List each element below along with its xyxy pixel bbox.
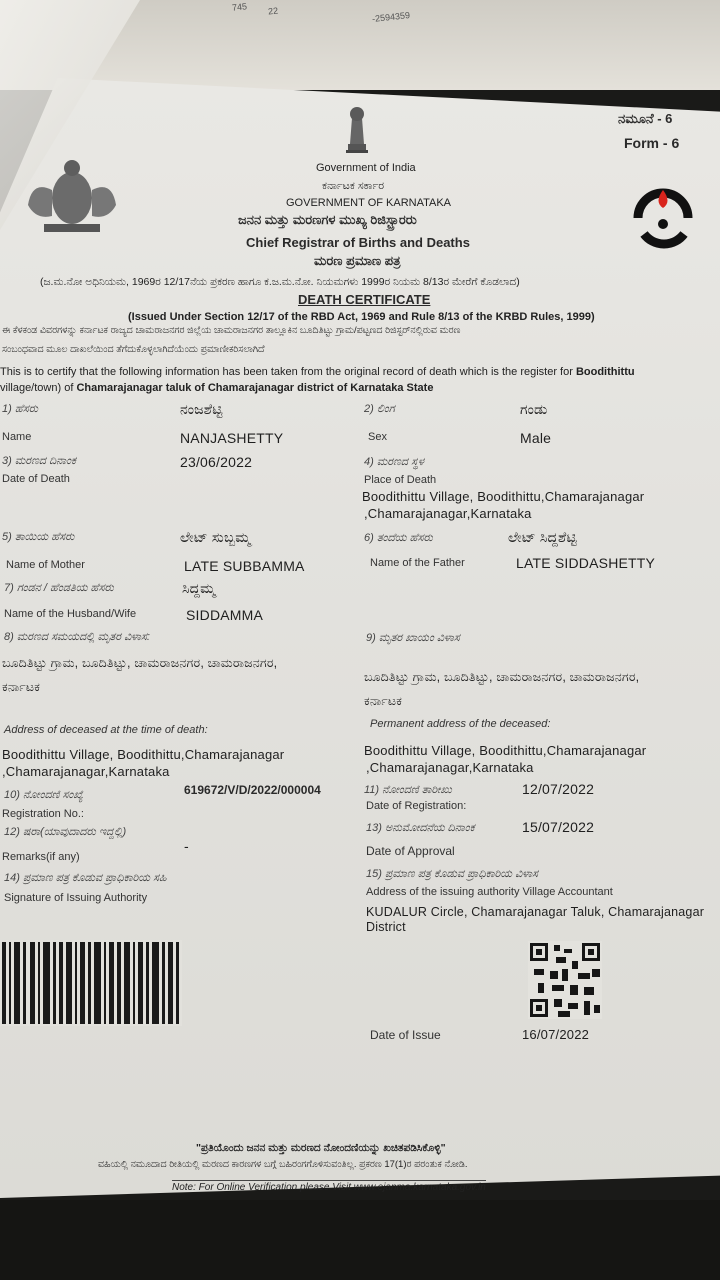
issued-under: (Issued Under Section 12/17 of the RBD Act, 1969 and Rule 8/13 of the KRBD Rules, 1999)	[128, 311, 595, 323]
sign-label: Signature of Issuing Authority	[4, 892, 148, 904]
approval-value: 15/07/2022	[522, 819, 595, 835]
act-text-kn: (ಜ.ಮ.ನೋ ಅಧಿನಿಯಮ, 1969ರ 12/17ನೆಯ ಪ್ರಕರಣ ಹಾಗೂ ಕ.ಜ.ಮ.ನೋ. ನಿಯಮಗಳು 1999ರ ನಿಯಮ 8/13ರ ಮೇರೆಗೆ ಕೊಡಲಾದ)	[40, 276, 520, 288]
footer-slogan-kn: "ಪ್ರತಿಯೊಂದು ಜನನ ಮತ್ತು ಮರಣದ ನೋಂದಣಿಯನ್ನು ಖಚಿತಪಡಿಸಿಕೊಳ್ಳಿ"	[196, 1142, 446, 1154]
footer-note-kn: ವಹಿಯಲ್ಲಿ ನಮೂದಾದ ರೀತಿಯಲ್ಲಿ ಮರಣದ ಕಾರಣಗಳ ಬಗ್ಗೆ ಬಹಿರಂಗಗೊಳಿಸುವಂತಿಲ್ಲ. ಪ್ರಕರಣ 17(1)ರ ಪರಂತುಕ ನೋಡಿ.	[98, 1159, 468, 1170]
name-kn-label: 1) ಹೆಸರು	[2, 403, 39, 415]
father-value: LATE SIDDASHETTY	[516, 555, 656, 571]
form-number-kn: ನಮೂನೆ - 6	[618, 111, 673, 126]
pod-value-1: Boodithittu Village, Boodithittu,Chamarajanagar	[362, 489, 645, 504]
perm-kn-value-2: ಕರ್ನಾಟಕ	[364, 694, 403, 708]
footer-verification-note: Note: For Online Verification please Visit www.ejanma.karnataka.gov.in	[172, 1182, 486, 1193]
karnataka-emblem-icon	[22, 150, 122, 240]
perm-kn-label: 9) ಮೃತರ ಖಾಯಂ ವಿಳಾಸ	[366, 632, 460, 644]
perm-kn-value-1: ಬೂದಿತಿಟ್ಟು ಗ್ರಾಮ, ಬೂದಿತಿಟ್ಟು, ಚಾಮರಾಜನಗರ, ಚಾಮರಾಜನಗರ,	[364, 670, 640, 684]
mother-kn-label: 5) ತಾಯಿಯ ಹೆಸರು	[2, 531, 75, 543]
mother-label: Name of Mother	[6, 559, 85, 571]
spouse-value: SIDDAMMA	[186, 607, 264, 623]
gov-india: Government of India	[316, 162, 416, 174]
pod-kn-label: 4) ಮರಣದ ಸ್ಥಳ	[364, 456, 425, 468]
registrar-en: Chief Registrar of Births and Deaths	[246, 235, 470, 250]
pod-label: Place of Death	[364, 474, 437, 486]
registrar-kn: ಜನನ ಮತ್ತು ಮರಣಗಳ ಮುಖ್ಯ ರಿಜಿಸ್ಟ್ರಾರರು	[238, 212, 417, 227]
regno-kn-label: 10) ನೋಂದಣಿ ಸಂಖ್ಯೆ	[4, 789, 84, 801]
mother-value: LATE SUBBAMMA	[184, 558, 305, 574]
spouse-label: Name of the Husband/Wife	[4, 608, 137, 620]
remarks-label: Remarks(if any)	[2, 851, 80, 863]
authaddr-label: Address of the issuing authority Village Accountant	[366, 886, 613, 898]
name-value: NANJASHETTY	[180, 430, 284, 446]
intro-en-2: village/town) of Chamarajanagar taluk of Chamarajanagar district of Karnataka State	[0, 382, 434, 394]
remarks-kn-label: 12) ಷರಾ(ಯಾವುದಾದರು ಇದ್ದಲ್ಲಿ)	[4, 826, 127, 838]
sex-value: Male	[520, 430, 552, 446]
dod-value: 23/06/2022	[180, 454, 253, 470]
spouse-kn-value: ಸಿದ್ದಮ್ಮ	[182, 580, 216, 596]
regdate-value: 12/07/2022	[522, 781, 595, 797]
intro-kn-1: ಈ ಕೆಳಕಂಡ ವಿವರಗಳನ್ನು ಕರ್ನಾಟಕ ರಾಜ್ಯದ ಚಾಮರಾಜನಗರ ಜಿಲ್ಲೆಯ ಚಾಮರಾಜನಗರ ತಾಲ್ಲೂಕಿನ ಬೂದಿತಿಟ್ಟು ಗ್ರಾಮ/ಪಟ್ಟಣದ ರಿಜಿಸ್ಟರ್‌ನಲ್ಲಿರುವ ಮರಣ	[2, 325, 461, 336]
regdate-label: Date of Registration:	[366, 800, 467, 812]
remarks-value: -	[184, 838, 189, 854]
regno-label: Registration No.:	[2, 808, 84, 820]
sex-kn-value: ಗಂಡು	[520, 401, 548, 417]
regdate-kn-label: 11) ನೋಂದಣಿ ತಾರೀಖು	[364, 784, 452, 796]
gov-kn: ಕರ್ನಾಟಕ ಸರ್ಕಾರ	[322, 180, 385, 192]
intro-kn-2: ಸಂಬಂಧವಾದ ಮೂಲ ದಾಖಲೆಯಿಂದ ತೆಗೆದುಕೊಳ್ಳಲಾಗಿದೆಯೆಂದು ಪ್ರಮಾಣೀಕರಿಸಲಾಗಿದೆ	[2, 344, 265, 355]
authaddr-value-1: KUDALUR Circle, Chamarajanagar Taluk, Chamarajanagar	[366, 905, 705, 919]
ashoka-emblem-icon	[340, 100, 374, 158]
father-kn-label: 6) ತಂದೆಯ ಹೆಸರು	[364, 532, 433, 544]
cert-title-kn: ಮರಣ ಪ್ರಮಾಣ ಪತ್ರ	[314, 253, 401, 268]
addr-label: Address of deceased at the time of death:	[4, 724, 208, 736]
perm-value-2: ,Chamarajanagar,Karnataka	[366, 760, 534, 775]
dod-label: Date of Death	[2, 473, 70, 485]
issue-value: 16/07/2022	[522, 1027, 590, 1042]
addr-value-2: ,Chamarajanagar,Karnataka	[2, 764, 170, 779]
addr-kn-value-2: ಕರ್ನಾಟಕ	[2, 680, 41, 694]
addr-kn-label: 8) ಮರಣದ ಸಮಯದಲ್ಲಿ ಮೃತರ ವಿಳಾಸ:	[4, 631, 150, 643]
sex-label: Sex	[368, 431, 387, 443]
name-label: Name	[2, 431, 32, 443]
approval-label: Date of Approval	[366, 844, 455, 858]
approval-kn-label: 13) ಅನುಮೋದನೆಯ ದಿನಾಂಕ	[366, 822, 475, 834]
scrap-text: 745	[231, 1, 248, 13]
regno-value: 619672/V/D/2022/000004	[184, 783, 321, 797]
father-kn-value: ಲೇಟ್ ಸಿದ್ದಶೆಟ್ಟಿ	[508, 529, 577, 545]
form-number: Form - 6	[624, 135, 680, 151]
sex-kn-label: 2) ಲಿಂಗ	[364, 403, 395, 415]
qr-code-icon	[528, 941, 602, 1019]
addr-value-1: Boodithittu Village, Boodithittu,Chamarajanagar	[2, 747, 285, 762]
spouse-kn-label: 7) ಗಂಡನ / ಹೆಂಡತಿಯ ಹೆಸರು	[4, 582, 114, 594]
background-surface	[0, 1200, 720, 1280]
certificate-title: DEATH CERTIFICATE	[298, 292, 431, 307]
authaddr-value-2: District	[366, 920, 406, 934]
perm-label: Permanent address of the deceased:	[370, 718, 551, 730]
barcode-icon	[0, 940, 182, 1026]
perm-value-1: Boodithittu Village, Boodithittu,Chamarajanagar	[364, 743, 647, 758]
father-label: Name of the Father	[370, 557, 465, 569]
name-kn-value: ನಂಜಶೆಟ್ಟಿ	[180, 401, 223, 417]
scrap-text: 22	[267, 5, 279, 17]
pod-value-2: ,Chamarajanagar,Karnataka	[364, 506, 532, 521]
dod-kn-label: 3) ಮರಣದ ದಿನಾಂಕ	[2, 455, 77, 467]
addr-kn-value-1: ಬೂದಿತಿಟ್ಟು ಗ್ರಾಮ, ಬೂದಿತಿಟ್ಟು, ಚಾಮರಾಜನಗರ, ಚಾಮರಾಜನಗರ,	[2, 656, 278, 670]
ejanma-logo-icon	[624, 180, 702, 258]
issue-label: Date of Issue	[370, 1028, 441, 1042]
authaddr-kn-label: 15) ಪ್ರಮಾಣ ಪತ್ರ ಕೊಡುವ ಪ್ರಾಧಿಕಾರಿಯ ವಿಳಾಸ	[366, 868, 538, 880]
mother-kn-value: ಲೇಟ್ ಸುಬ್ಬಮ್ಮ	[180, 529, 251, 545]
scrap-text: -2594359	[371, 10, 411, 24]
gov-karnataka: GOVERNMENT OF KARNATAKA	[286, 197, 452, 209]
intro-en-1: This is to certify that the following information has been taken from the original record of death which is the register for Boodithittu	[0, 366, 635, 378]
sign-kn-label: 14) ಪ್ರಮಾಣ ಪತ್ರ ಕೊಡುವ ಪ್ರಾಧಿಕಾರಿಯ ಸಹಿ	[4, 872, 167, 884]
